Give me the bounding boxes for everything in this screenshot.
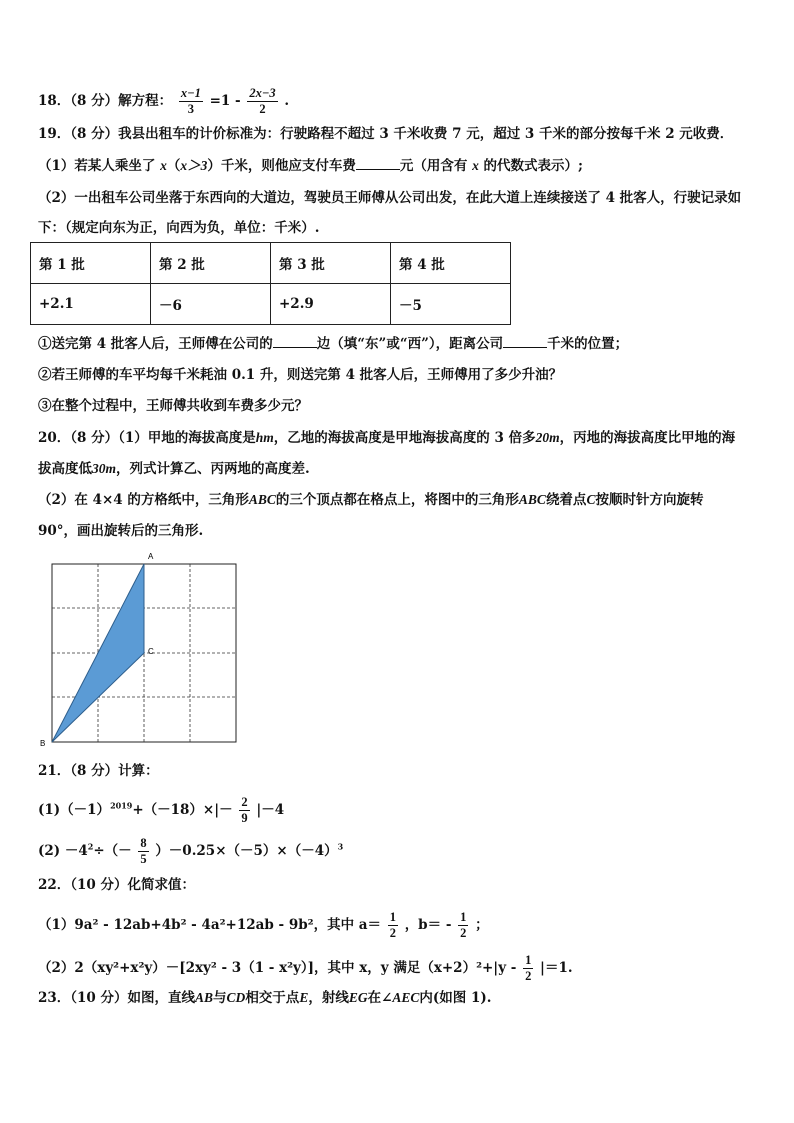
table-cell: +2.1	[31, 284, 151, 325]
q22-fraction-y: $\frac{1}{2}$	[525, 953, 532, 983]
vertex-label-c: C	[148, 647, 154, 656]
q18-fraction-1: $\frac{x-1}{3}$	[180, 86, 201, 116]
q18-tail: .	[284, 93, 290, 109]
q19-fare-blank[interactable]	[356, 157, 400, 170]
q19-distance-blank[interactable]	[503, 335, 547, 348]
q21-expr1: $(1)(-1)^{2019}+(-18)\times|-$ $\frac{2}{9}$ |－4	[38, 795, 285, 825]
q19-intro: 19．（8 分）我县出租车的计价标准为：行驶路程不超过 3 千米收费 7 元，超过 3 千米的部分按每千米 2 元收费．	[38, 126, 734, 142]
q19-direction-blank[interactable]	[273, 335, 317, 348]
table-cell: －6	[151, 284, 271, 325]
q19-sub1: ①送完第 4 批客人后，王师傅在公司的 边（填“东”或“西”），距离公司 千米的位置；	[38, 336, 629, 352]
q20-line1: 20．（8 分）（1）甲地的海拔高度是hm，乙地的海拔高度是甲地海拔高度的 3 倍多20m，丙地的海拔高度比甲地的海	[38, 430, 736, 446]
table-header-cell: 第 2 批	[151, 243, 271, 284]
table-header-cell: 第 4 批	[391, 243, 511, 284]
q22-part2: （2）2（xy²+x²y）－[2xy² - 3（1 - x²y）]，其中 x，y 满足（x+2）²+|y - $\frac{1}{2}$ |＝1.	[38, 953, 573, 983]
q21-fraction-1: $\frac{2}{9}$	[241, 795, 248, 825]
q20-line2: 拔高度低30m，列式计算乙、丙两地的高度差.	[38, 461, 310, 477]
q19-part1: （1）若某人乘坐了 x（x＞3）千米，则他应支付车费 元（用含有 x 的代数式表示）;	[38, 158, 583, 174]
q18-line	[38, 86, 289, 117]
q20-line4: 90°，画出旋转后的三角形.	[38, 523, 204, 539]
table-cell: －5	[391, 284, 511, 325]
table-header-cell: 第 3 批	[271, 243, 391, 284]
q19-part2-line2: 下：（规定向东为正，向西为负，单位：千米）.	[38, 220, 320, 236]
q21-expr2: $(2) -4^2\div(-$ $\frac{8}{5}$ ）$-0.25\times(-5)\times(-4)^3$	[38, 836, 344, 866]
q22-fraction-a: $\frac{1}{2}$	[389, 910, 396, 940]
q22-fraction-b: $\frac{1}{2}$	[460, 910, 467, 940]
table-cell: +2.9	[271, 284, 391, 325]
q20-line3: （2）在 4×4 的方格纸中，三角形ABC的三个顶点都在格点上，将图中的三角形ABC绕着点C按顺时针方向旋转	[38, 492, 704, 508]
q21-head: 21．（8 分）计算：	[38, 763, 159, 779]
q23-line: 23．（10 分）如图，直线AB与CD相交于点E，射线EG在∠AEC内(如图 1).	[38, 990, 492, 1006]
grid-figure	[40, 550, 240, 748]
q19-sub3: ③在整个过程中，王师傅共收到车费多少元？	[38, 398, 308, 414]
vertex-label-a: A	[148, 552, 154, 561]
q18-fraction-2: $\frac{2x-3}{2}$	[249, 86, 276, 116]
q18-mid: =1 -	[209, 93, 241, 109]
table-row	[31, 284, 511, 325]
q18-head: 18．（8 分）解方程：	[38, 93, 173, 109]
table-header-cell: 第 1 批	[31, 243, 151, 284]
table-row	[31, 243, 511, 284]
driving-record-table	[30, 242, 511, 325]
vertex-label-b: B	[40, 739, 46, 748]
q22-part1: （1）9a² - 12ab+4b² - 4a²+12ab - 9b²，其中 a＝ $\frac{1}{2}$ ，b＝ - $\frac{1}{2}$ ；	[38, 910, 489, 940]
q19-sub2: ②若王师傅的车平均每千米耗油 0.1 升，则送完第 4 批客人后，王师傅用了多少升油？	[38, 367, 563, 383]
q19-part2-line1: （2）一出租车公司坐落于东西向的大道边，驾驶员王师傅从公司出发，在此大道上连续接送了 4 批客人，行驶记录如	[38, 190, 742, 206]
q22-head: 22．（10 分）化简求值：	[38, 877, 196, 893]
q21-fraction-2: $\frac{8}{5}$	[140, 836, 147, 866]
